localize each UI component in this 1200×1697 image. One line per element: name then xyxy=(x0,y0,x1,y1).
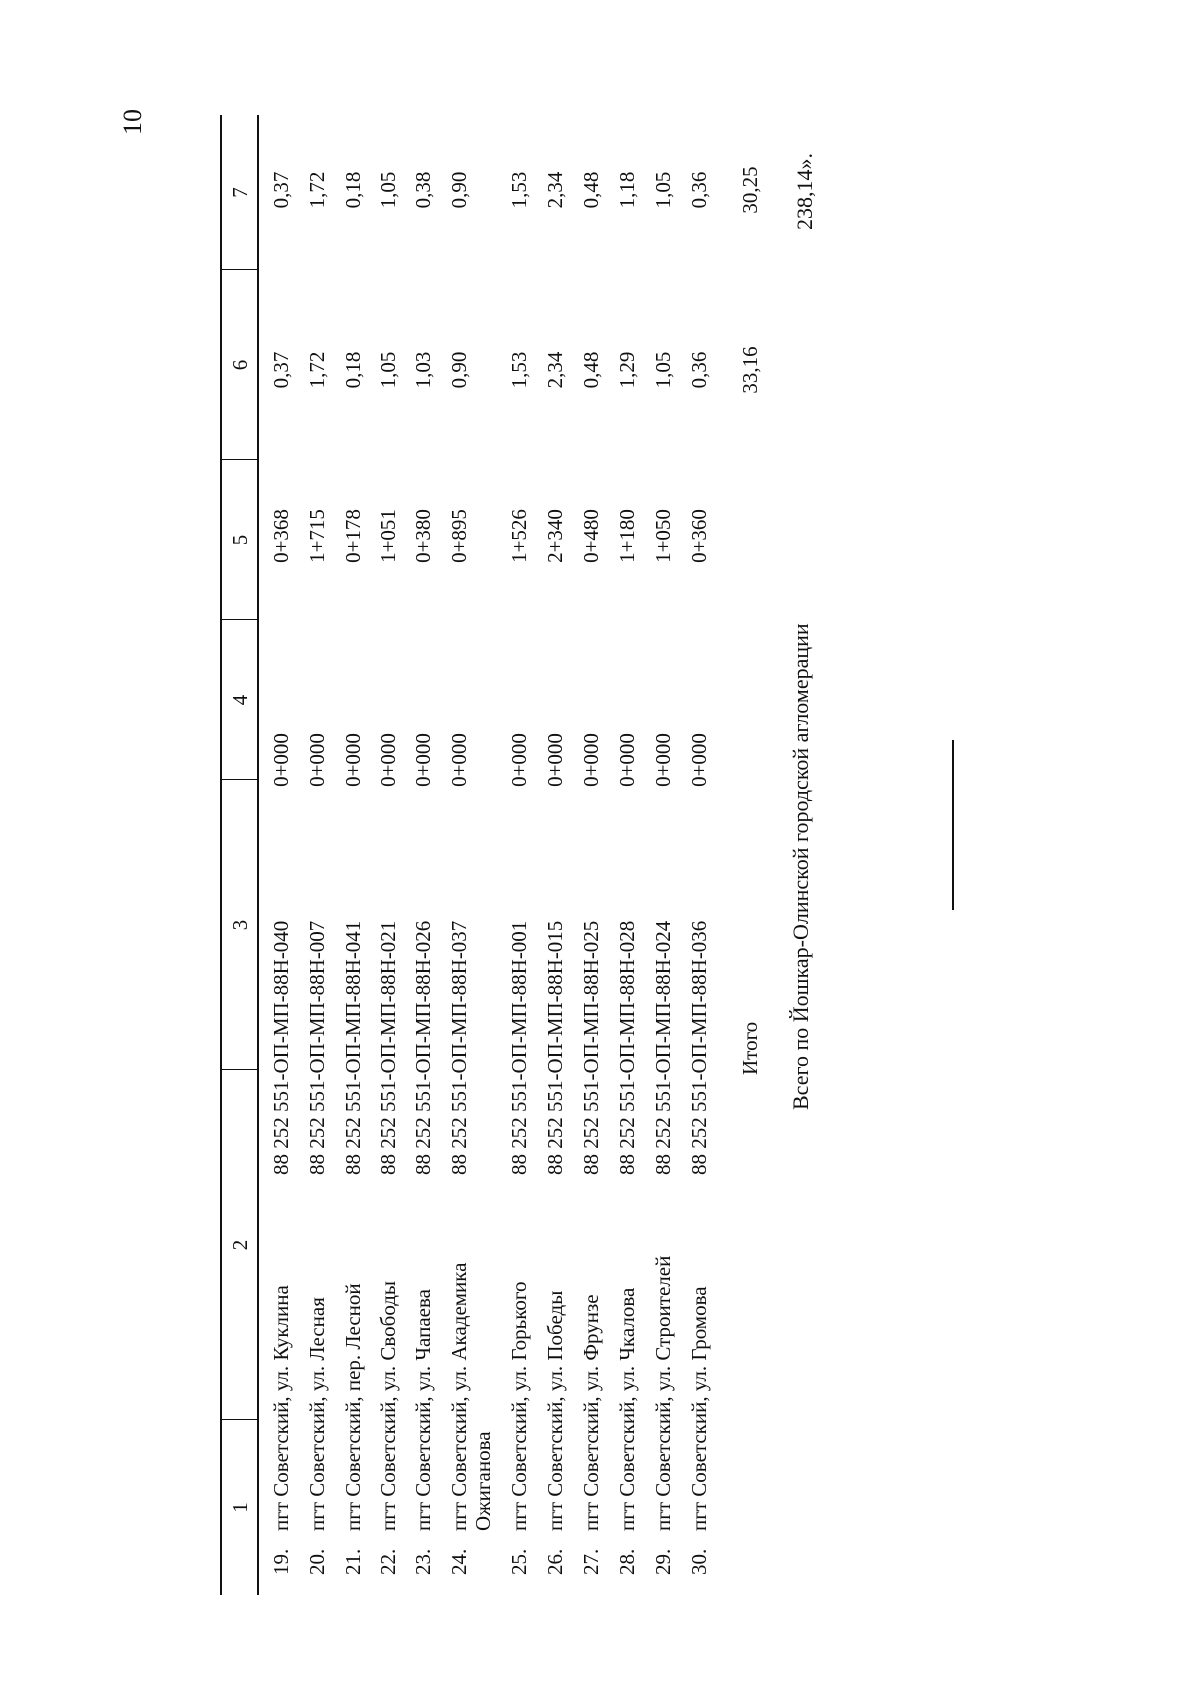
length-value: 0,48 xyxy=(579,171,603,209)
end-km: 0+380 xyxy=(411,509,435,563)
road-id-code: 88 252 551-ОП-МП-88Н-024 xyxy=(651,920,675,1175)
length-total: 1,53 xyxy=(507,351,531,389)
street-name: пгт Советский, ул. Академика xyxy=(447,1262,471,1531)
page-number: 10 xyxy=(118,109,147,135)
row-number: 25. xyxy=(507,1548,531,1575)
start-km: 0+000 xyxy=(687,733,711,787)
header-col-2: 2 xyxy=(228,1239,252,1251)
road-id-code: 88 252 551-ОП-МП-88Н-037 xyxy=(447,920,471,1175)
itogo-col-7: 30,25 xyxy=(738,166,762,214)
length-value: 2,34 xyxy=(543,171,567,209)
length-value: 0,38 xyxy=(411,171,435,209)
start-km: 0+000 xyxy=(376,733,400,787)
start-km: 0+000 xyxy=(447,733,471,787)
start-km: 0+000 xyxy=(579,733,603,787)
start-km: 0+000 xyxy=(305,733,329,787)
length-value: 0,90 xyxy=(447,171,471,209)
row-number: 29. xyxy=(651,1548,675,1575)
row-number: 22. xyxy=(376,1548,400,1575)
start-km: 0+000 xyxy=(543,733,567,787)
length-total: 0,90 xyxy=(447,351,471,389)
start-km: 0+000 xyxy=(269,733,293,787)
start-km: 0+000 xyxy=(411,733,435,787)
road-id-code: 88 252 551-ОП-МП-88Н-015 xyxy=(543,920,567,1175)
road-id-code: 88 252 551-ОП-МП-88Н-028 xyxy=(615,920,639,1175)
length-value: 1,18 xyxy=(615,171,639,209)
itogo-label: Итого xyxy=(738,1021,762,1075)
end-km: 2+340 xyxy=(543,509,567,563)
length-total: 1,03 xyxy=(411,351,435,389)
street-name: пгт Советский, ул. Чкалова xyxy=(615,1287,639,1531)
length-total: 1,72 xyxy=(305,351,329,389)
street-name-continued: Ожиганова xyxy=(471,1431,495,1531)
header-col-6: 6 xyxy=(228,359,252,371)
row-number: 19. xyxy=(269,1548,293,1575)
length-total: 0,36 xyxy=(687,351,711,389)
table-body xyxy=(220,115,860,1595)
header-col-7: 7 xyxy=(228,187,252,198)
length-total: 2,34 xyxy=(543,351,567,389)
row-number: 27. xyxy=(579,1548,603,1575)
header-col-5: 5 xyxy=(228,534,252,546)
end-km: 1+526 xyxy=(507,509,531,563)
street-name: пгт Советский, ул. Победы xyxy=(543,1290,567,1531)
length-value: 0,18 xyxy=(341,171,365,209)
row-number: 28. xyxy=(615,1548,639,1575)
end-km: 1+051 xyxy=(376,509,400,563)
street-name: пгт Советский, пер. Лесной xyxy=(341,1283,365,1531)
street-name: пгт Советский, ул. Куклина xyxy=(269,1285,293,1531)
length-value: 1,72 xyxy=(305,171,329,209)
length-total: 1,05 xyxy=(651,351,675,389)
row-number: 23. xyxy=(411,1548,435,1575)
end-km: 0+360 xyxy=(687,509,711,563)
end-km: 0+178 xyxy=(341,509,365,563)
header-col-1: 1 xyxy=(228,1502,252,1513)
length-value: 0,37 xyxy=(269,171,293,209)
end-km: 0+368 xyxy=(269,509,293,563)
road-id-code: 88 252 551-ОП-МП-88Н-007 xyxy=(305,920,329,1175)
row-number: 21. xyxy=(341,1548,365,1575)
length-total: 0,37 xyxy=(269,351,293,389)
road-id-code: 88 252 551-ОП-МП-88Н-001 xyxy=(507,920,531,1175)
length-total: 1,29 xyxy=(615,351,639,389)
length-value: 1,05 xyxy=(651,171,675,209)
street-name: пгт Советский, ул. Свободы xyxy=(376,1280,400,1531)
rotated-document-page xyxy=(118,0,1040,1595)
end-km: 0+480 xyxy=(579,509,603,563)
total-label: Всего по Йошкар-Олинской городской агломерации xyxy=(788,623,813,1110)
start-km: 0+000 xyxy=(615,733,639,787)
row-number: 30. xyxy=(687,1548,711,1575)
street-name: пгт Советский, ул. Фрунзе xyxy=(579,1294,603,1531)
end-km: 1+180 xyxy=(615,509,639,563)
total-value: 238,14». xyxy=(792,153,817,230)
road-id-code: 88 252 551-ОП-МП-88Н-025 xyxy=(579,920,603,1175)
street-name: пгт Советский, ул. Лесная xyxy=(305,1297,329,1531)
road-id-code: 88 252 551-ОП-МП-88Н-036 xyxy=(687,920,711,1175)
start-km: 0+000 xyxy=(651,733,675,787)
length-total: 0,48 xyxy=(579,351,603,389)
length-value: 1,53 xyxy=(507,171,531,209)
header-col-4: 4 xyxy=(228,694,252,706)
end-km: 1+050 xyxy=(651,509,675,563)
end-km: 1+715 xyxy=(305,509,329,563)
road-id-code: 88 252 551-ОП-МП-88Н-021 xyxy=(376,920,400,1175)
street-name: пгт Советский, ул. Громова xyxy=(687,1286,711,1531)
street-name: пгт Советский, ул. Чапаева xyxy=(411,1289,435,1531)
road-id-code: 88 252 551-ОП-МП-88Н-040 xyxy=(269,920,293,1175)
start-km: 0+000 xyxy=(507,733,531,787)
road-id-code: 88 252 551-ОП-МП-88Н-026 xyxy=(411,920,435,1175)
road-id-code: 88 252 551-ОП-МП-88Н-041 xyxy=(341,920,365,1175)
street-name: пгт Советский, ул. Горького xyxy=(507,1281,531,1531)
row-number: 26. xyxy=(543,1548,567,1575)
start-km: 0+000 xyxy=(341,733,365,787)
end-separator-line xyxy=(952,740,954,910)
row-number: 20. xyxy=(305,1548,329,1575)
end-km: 0+895 xyxy=(447,509,471,563)
row-number: 24. xyxy=(447,1548,471,1575)
length-value: 0,36 xyxy=(687,171,711,209)
itogo-col-6: 33,16 xyxy=(738,346,762,394)
length-total: 0,18 xyxy=(341,351,365,389)
header-col-3: 3 xyxy=(228,919,252,931)
length-total: 1,05 xyxy=(376,351,400,389)
street-name: пгт Советский, ул. Строителей xyxy=(651,1255,675,1531)
length-value: 1,05 xyxy=(376,171,400,209)
